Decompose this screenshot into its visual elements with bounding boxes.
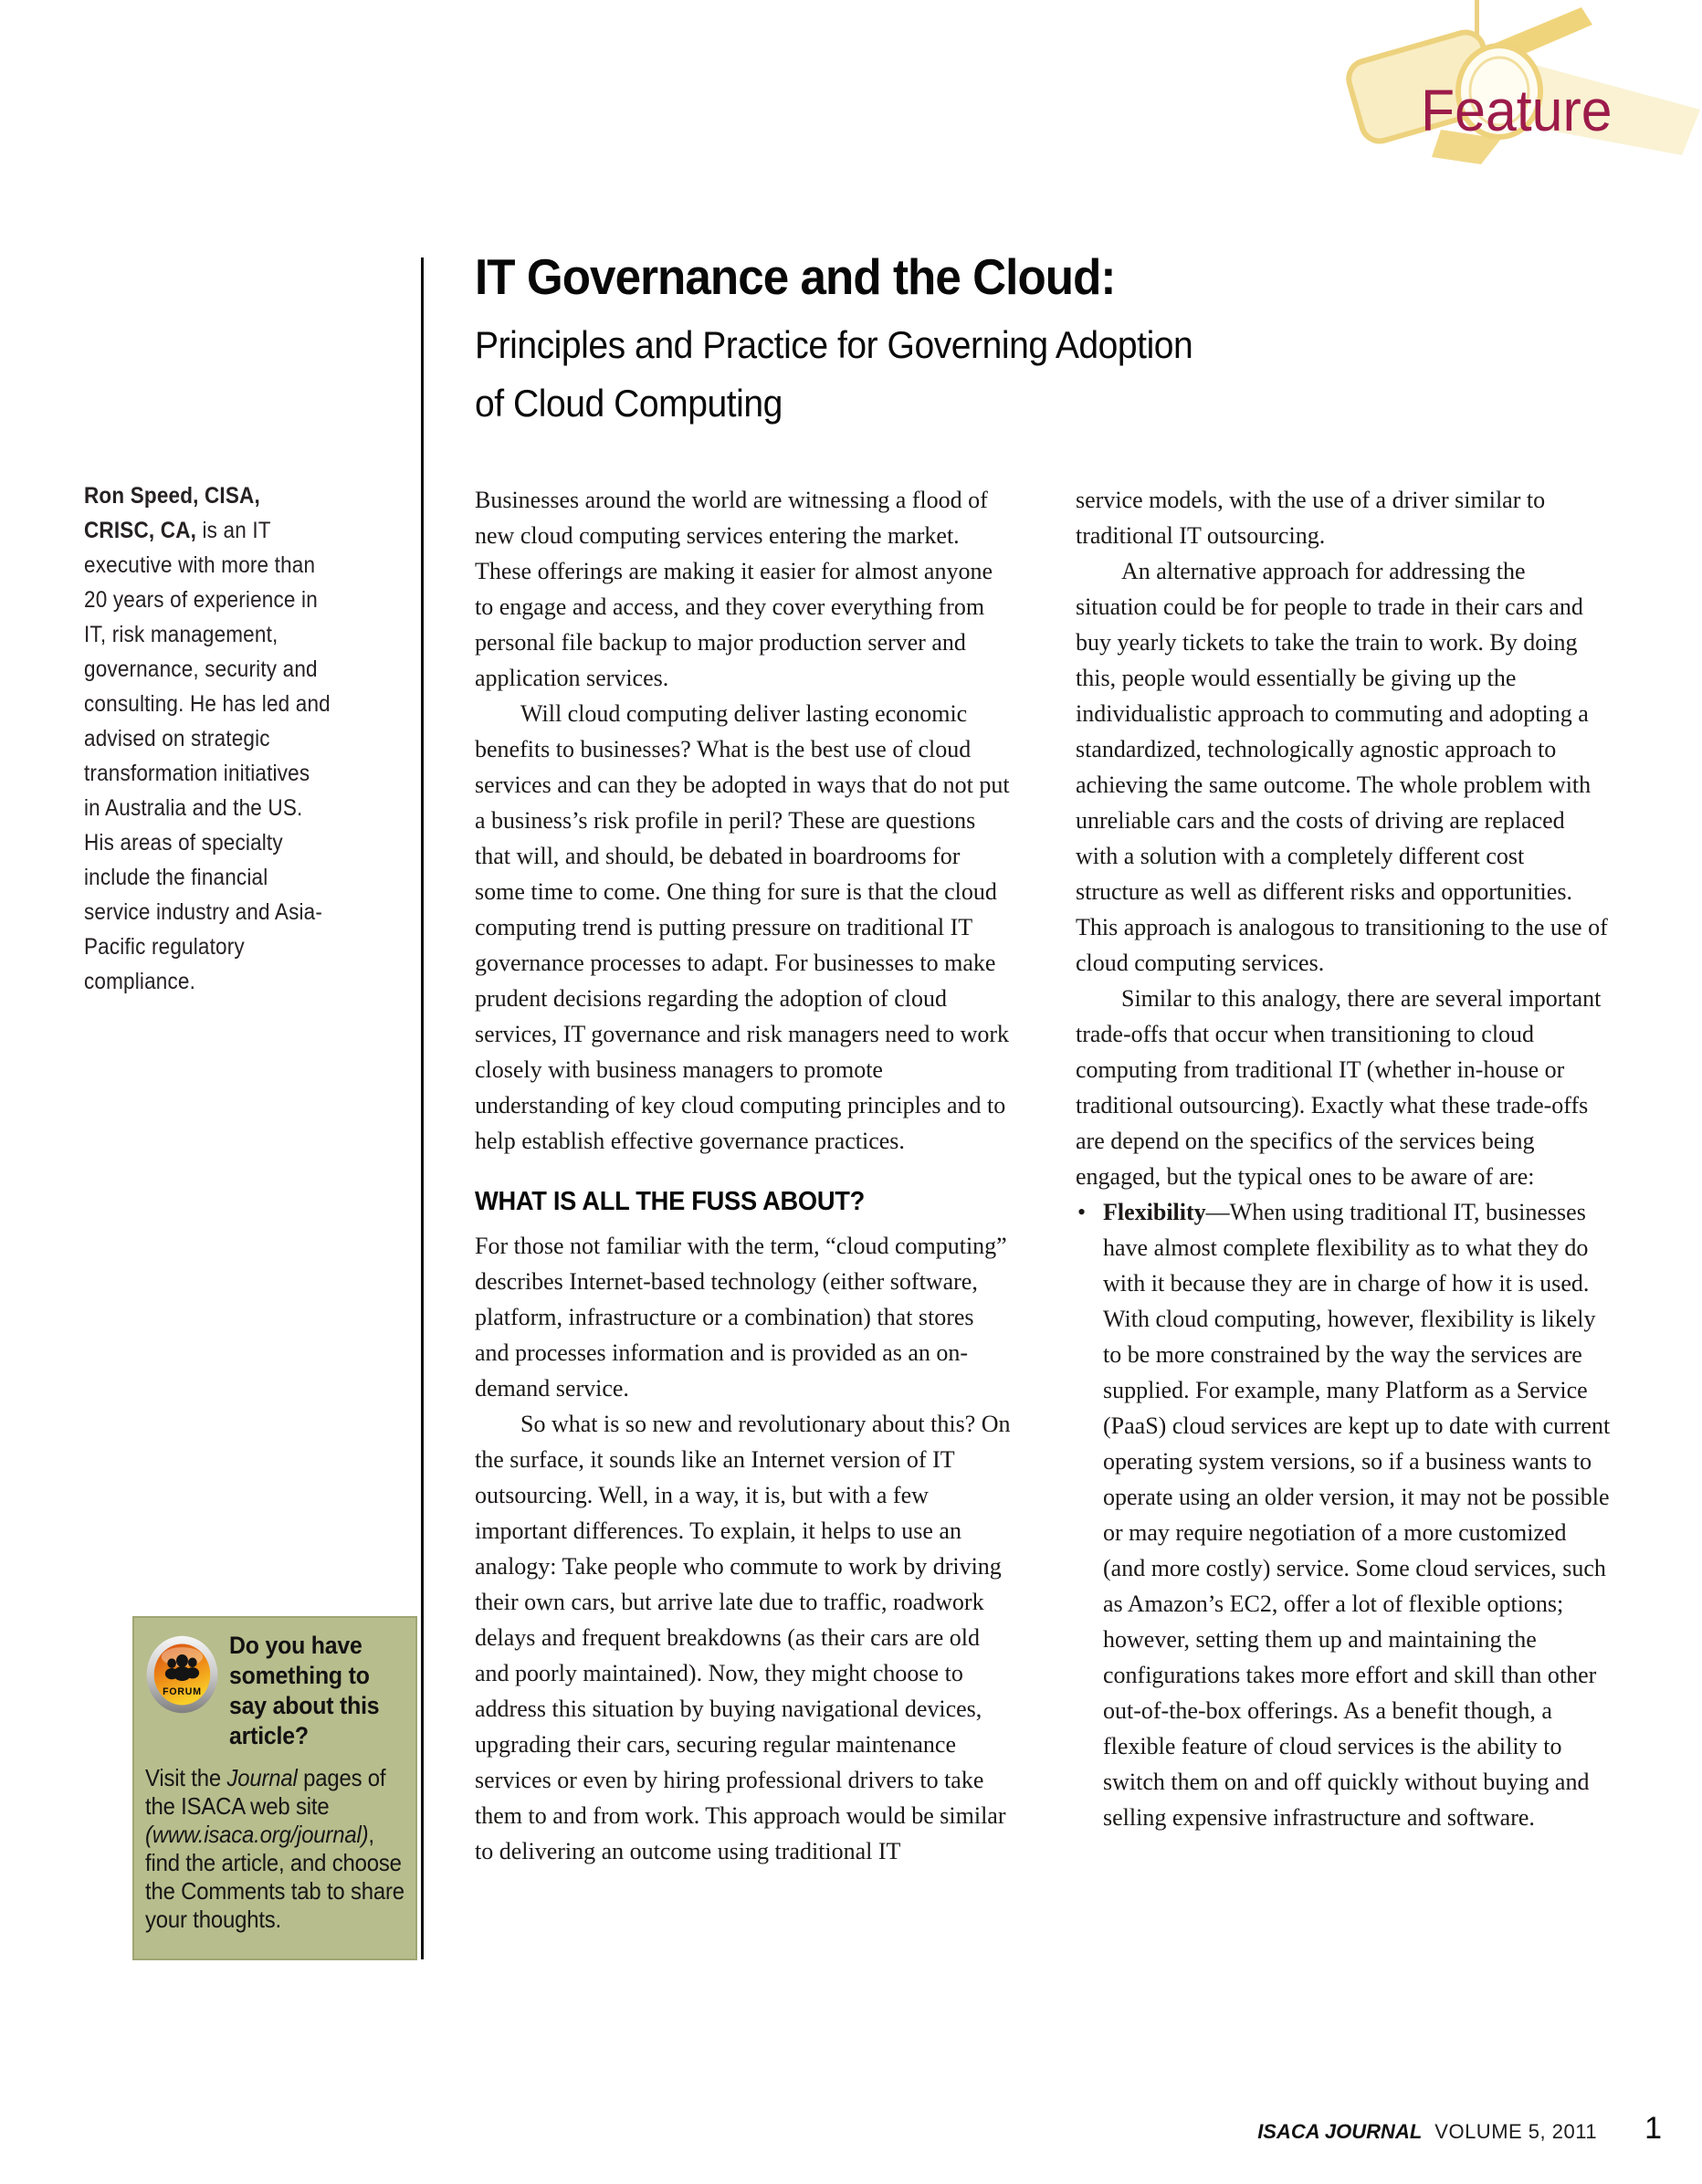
paragraph: So what is so new and revolutionary about this? On the surface, it sounds like an Internet version of IT outsourcing. Well, in a way, it is, but with a few important differences. To explain, it helps to use an analogy: Take people who commute to work by driving their own cars, but arrive late due to traffic, roadwork delays and frequent breakdowns (as their cars are old and poorly maintained). Now, they might choose to address this situation by buying navigational devices, upgrading their cars, securing regular maintenance services or even by hiring professional drivers to take them to and from work. This approach would be similar to delivering an outcome using traditional IT bbox=[475, 1411, 1011, 1864]
journal-italic: Journal bbox=[226, 1764, 298, 1791]
article-body bbox=[475, 482, 1613, 1869]
subtitle-line-2: of Cloud Computing bbox=[475, 382, 783, 425]
forum-box-headline: Do you have something to say about this article? bbox=[229, 1632, 380, 1749]
journal-name: ISACA JOURNAL bbox=[1257, 2120, 1423, 2143]
author-bio bbox=[84, 478, 331, 999]
volume-label: VOLUME 5, 2011 bbox=[1434, 2120, 1598, 2143]
page-title: IT Governance and the Cloud: bbox=[475, 248, 1116, 305]
section-heading: WHAT IS ALL THE FUSS ABOUT? bbox=[475, 1187, 866, 1216]
paragraph: service models, with the use of a driver similar to traditional IT outsourcing. bbox=[1076, 487, 1546, 549]
bullet-text: —When using traditional IT, businesses have almost complete flexibility as to what they do with it because they are in charge of how it is used. With cloud computing, however, flexibility is likely to be more constrained by the way the services are supplied. For example, many Platform as a Service (PaaS) cloud services are kept up to date with current operating system versions, so if a business wants to operate using an older version, it may not be possible or may require negotiation of a more customized (and more costly) service. Some cloud services, such as Amazon’s EC2, offer a lot of flexible options; however, setting them up and maintaining the configurations takes more effort and skill than other out-of-the-box offerings. As a benefit though, a flexible feature of cloud services is the ability to switch them on and off quickly without buying and selling expensive infrastructure and software. bbox=[1103, 1199, 1611, 1831]
isaca-url-italic[interactable]: (www.isaca.org/journal) bbox=[145, 1821, 369, 1848]
feature-banner: Feature bbox=[1421, 78, 1613, 143]
forum-body-text: pages of the ISACA web site bbox=[145, 1764, 386, 1820]
bullet-lead: Flexibility bbox=[1103, 1199, 1206, 1225]
subtitle-line-1: Principles and Practice for Governing Adoption bbox=[475, 323, 1193, 366]
page-footer bbox=[1257, 2111, 1662, 2147]
list-item bbox=[1076, 1194, 1613, 1835]
paragraph: Businesses around the world are witnessing a flood of new cloud computing services entering the market. These offerings are making it easier for almost anyone to engage and access, and they cover everything from personal file backup to major production server and application services. bbox=[475, 487, 993, 691]
forum-callout-box bbox=[132, 1616, 417, 1960]
forum-body-text: Visit the bbox=[145, 1764, 227, 1791]
author-bio-text: is an IT executive with more than 20 years of experience in IT, risk management, governance, security and consulting. He has led and advised on strategic transformation initiatives in Australia and the US. His areas of specialty include the financial service industry and Asia-Pacific regulatory compliance. bbox=[84, 518, 331, 994]
paragraph: For those not familiar with the term, “cloud computing” describes Internet-based technology (either software, platform, infrastructure or a combination) that stores and processes information and is provided as an on-demand service. bbox=[475, 1233, 1007, 1402]
paragraph: An alternative approach for addressing the situation could be for people to trade in their cars and buy yearly tickets to take the train to work. By doing this, people would essentially be giving up the individualistic approach to commuting and adopting a standardized, technologically agnostic approach to achieving the same outcome. The whole problem with unreliable cars and the costs of driving are replaced with a solution with a completely different cost structure as well as different risks and opportunities. This approach is analogous to transitioning to the use of cloud computing services. bbox=[1076, 558, 1608, 976]
page-number: 1 bbox=[1644, 2111, 1662, 2146]
column-1 bbox=[475, 482, 1012, 1869]
title-vertical-rule bbox=[421, 257, 424, 1959]
forum-box-top bbox=[145, 1631, 407, 1751]
forum-icon-label: FORUM bbox=[163, 1685, 202, 1698]
column-2 bbox=[1076, 482, 1613, 1869]
forum-box-content bbox=[145, 1631, 407, 1934]
paragraph: Will cloud computing deliver lasting economic benefits to businesses? What is the best use of cloud services and can they be adopted in ways that do not put a business’s risk profile in peril? These are questions that will, and should, be debated in boardrooms for some time to come. One thing for sure is that the cloud computing trend is putting pressure on traditional IT governance processes to adapt. For businesses to make prudent decisions regarding the adoption of cloud services, IT governance and risk managers need to work closely with business managers to promote understanding of key cloud computing principles and to help establish effective governance practices. bbox=[475, 700, 1010, 1154]
bullet-marker: • bbox=[1077, 1199, 1087, 1225]
title-block bbox=[475, 248, 1613, 433]
forum-body-text: , find the article, and choose the Comments tab to share your thoughts. bbox=[145, 1821, 404, 1933]
author-name: Ron Speed, CISA, CRISC, CA, bbox=[84, 483, 260, 543]
paragraph: Similar to this analogy, there are several important trade-offs that occur when transitioning to cloud computing from traditional IT (whether in-house or traditional outsourcing). Exactly what these trade-offs are depend on the specifics of the services being engaged, but the typical ones to be aware of are: bbox=[1076, 985, 1602, 1190]
forum-box-body bbox=[145, 1764, 407, 1934]
forum-icon[interactable] bbox=[145, 1634, 219, 1715]
tradeoff-list bbox=[1076, 1194, 1613, 1835]
page-subtitle bbox=[475, 316, 1613, 433]
